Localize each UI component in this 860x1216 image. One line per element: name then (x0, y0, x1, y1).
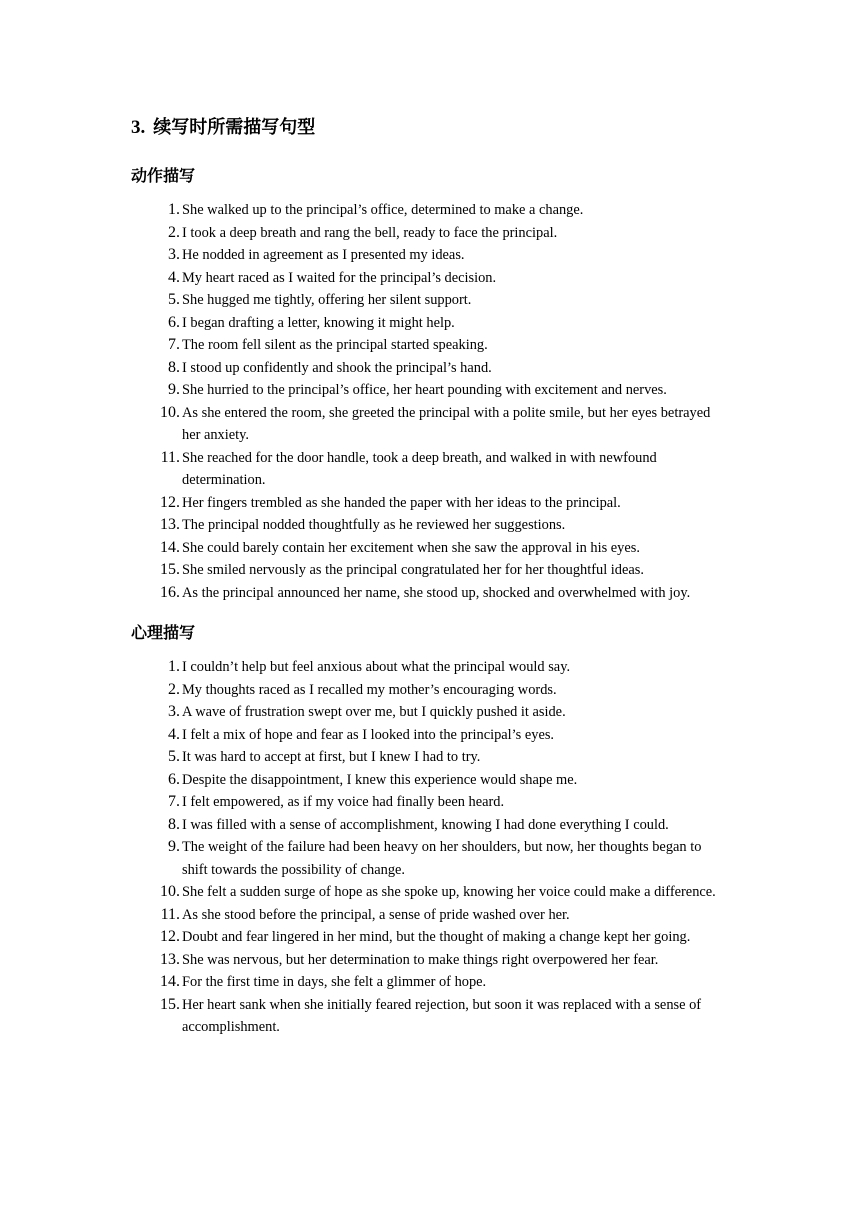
list-item-text: I was filled with a sense of accomplishment, knowing I had done everything I could. (182, 816, 669, 833)
list-item-number: 8. (168, 358, 180, 376)
group-heading-action: 动作描写 (131, 166, 196, 185)
list-item-number: 3. (168, 703, 180, 720)
list-item-number: 14. (160, 538, 180, 556)
list-item-text: I took a deep breath and rang the bell, ready to face the principal. (182, 224, 558, 241)
list-item-text: He nodded in agreement as I presented my ideas. (182, 247, 465, 263)
list-item-text: I stood up confidently and shook the principal’s hand. (182, 359, 492, 376)
list-item (131, 814, 741, 837)
list-item (131, 492, 741, 515)
list-item (131, 379, 741, 402)
list-item (131, 971, 741, 994)
list-item-number: 4. (168, 725, 180, 743)
list-item-text: It was hard to accept at first, but I knew I had to try. (182, 749, 481, 765)
list-item-number: 2. (168, 223, 180, 241)
list-item-number: 10. (160, 403, 180, 421)
list-item-text: She was nervous, but her determination to make things right overpowered her fear. (182, 951, 659, 968)
document-page (131, 110, 741, 1039)
psychology-description-list (131, 656, 741, 1039)
list-item (131, 357, 741, 380)
list-item-number: 1. (168, 658, 180, 675)
list-item-number: 9. (168, 381, 180, 398)
list-item (131, 791, 741, 814)
list-item (131, 537, 741, 560)
list-item (131, 679, 741, 702)
list-item (131, 289, 741, 312)
list-item-text: Doubt and fear lingered in her mind, but the thought of making a change kept her going. (182, 929, 691, 945)
list-item (131, 746, 741, 769)
list-item (131, 447, 741, 492)
list-item (131, 701, 741, 724)
list-item (131, 244, 741, 267)
list-item (131, 334, 741, 357)
list-item-number: 5. (168, 291, 180, 308)
list-item-number: 12. (160, 493, 180, 511)
list-item (131, 881, 741, 904)
list-item-number: 7. (168, 336, 180, 353)
list-item-number: 4. (168, 268, 180, 286)
list-item-text: The principal nodded thoughtfully as he reviewed her suggestions. (182, 517, 566, 533)
list-item-text: The weight of the failure had been heavy on her shoulders, but now, her thoughts began to shift towards the possibility of change. (182, 839, 702, 878)
list-item (131, 514, 741, 537)
list-item (131, 559, 741, 582)
list-item (131, 267, 741, 290)
list-item-text: I began drafting a letter, knowing it might help. (182, 314, 455, 331)
list-item-number: 8. (168, 815, 180, 833)
section-number: 3. (131, 117, 146, 138)
list-item-number: 13. (160, 950, 180, 968)
action-description-list (131, 199, 741, 604)
list-item-text: Her fingers trembled as she handed the paper with her ideas to the principal. (182, 494, 621, 511)
list-item-number: 16. (160, 583, 180, 601)
list-item-text: She hugged me tightly, offering her silent support. (182, 292, 472, 308)
list-item-number: 1. (168, 201, 180, 218)
list-item (131, 724, 741, 747)
list-item-number: 11. (160, 905, 180, 923)
list-item-text: As she stood before the principal, a sense of pride washed over her. (182, 906, 570, 923)
list-item-text: For the first time in days, she felt a glimmer of hope. (182, 974, 487, 990)
list-item-text: A wave of frustration swept over me, but I quickly pushed it aside. (182, 704, 566, 720)
list-item-number: 2. (168, 680, 180, 698)
list-item-text: She could barely contain her excitement when she saw the approval in his eyes. (182, 539, 640, 556)
list-item-number: 13. (160, 516, 180, 533)
group-heading-psychology: 心理描写 (131, 623, 196, 642)
list-item (131, 769, 741, 792)
list-item (131, 199, 741, 222)
list-item-number: 6. (168, 770, 180, 788)
list-item-number: 5. (168, 748, 180, 765)
list-item-text: She smiled nervously as the principal congratulated her for her thoughtful ideas. (182, 562, 644, 578)
list-item-text: As the principal announced her name, she stood up, shocked and overwhelmed with joy. (182, 584, 691, 601)
list-item-text: She walked up to the principal’s office, determined to make a change. (182, 202, 584, 218)
list-item-text: I felt empowered, as if my voice had finally been heard. (182, 794, 505, 810)
list-item-number: 7. (168, 793, 180, 810)
list-item-number: 15. (160, 995, 180, 1013)
list-item (131, 656, 741, 679)
list-item-text: She hurried to the principal’s office, her heart pounding with excitement and nerves. (182, 382, 667, 398)
list-item (131, 926, 741, 949)
list-item-number: 6. (168, 313, 180, 331)
list-item-text: My thoughts raced as I recalled my mother’s encouraging words. (182, 681, 557, 698)
list-item-number: 9. (168, 838, 180, 855)
list-item-number: 10. (160, 883, 180, 900)
list-item-number: 3. (168, 246, 180, 263)
section-title (131, 110, 741, 146)
list-item-text: She reached for the door handle, took a deep breath, and walked in with newfound determination. (182, 449, 657, 488)
list-item (131, 994, 741, 1039)
list-item-text: I felt a mix of hope and fear as I looked into the principal’s eyes. (182, 726, 555, 743)
list-item-text: Despite the disappointment, I knew this experience would shape me. (182, 771, 578, 788)
list-item-text: She felt a sudden surge of hope as she spoke up, knowing her voice could make a difference. (182, 884, 716, 900)
list-item (131, 949, 741, 972)
list-item-text: I couldn’t help but feel anxious about what the principal would say. (182, 659, 571, 675)
list-item (131, 836, 741, 881)
list-item (131, 402, 741, 447)
list-item (131, 904, 741, 927)
list-item-number: 12. (160, 928, 180, 945)
list-item-text: The room fell silent as the principal started speaking. (182, 337, 488, 353)
list-item (131, 222, 741, 245)
list-item (131, 312, 741, 335)
list-item-number: 15. (160, 561, 180, 578)
list-item-text: My heart raced as I waited for the principal’s decision. (182, 269, 497, 286)
list-item (131, 582, 741, 605)
list-item-number: 14. (160, 973, 180, 990)
list-item-text: Her heart sank when she initially feared rejection, but soon it was replaced with a sense of accomplishment. (182, 996, 702, 1035)
section-title-text: 续写时所需描写句型 (153, 117, 316, 138)
list-item-number: 11. (160, 448, 180, 466)
list-item-text: As she entered the room, she greeted the principal with a polite smile, but her eyes betrayed her anxiety. (182, 404, 711, 443)
